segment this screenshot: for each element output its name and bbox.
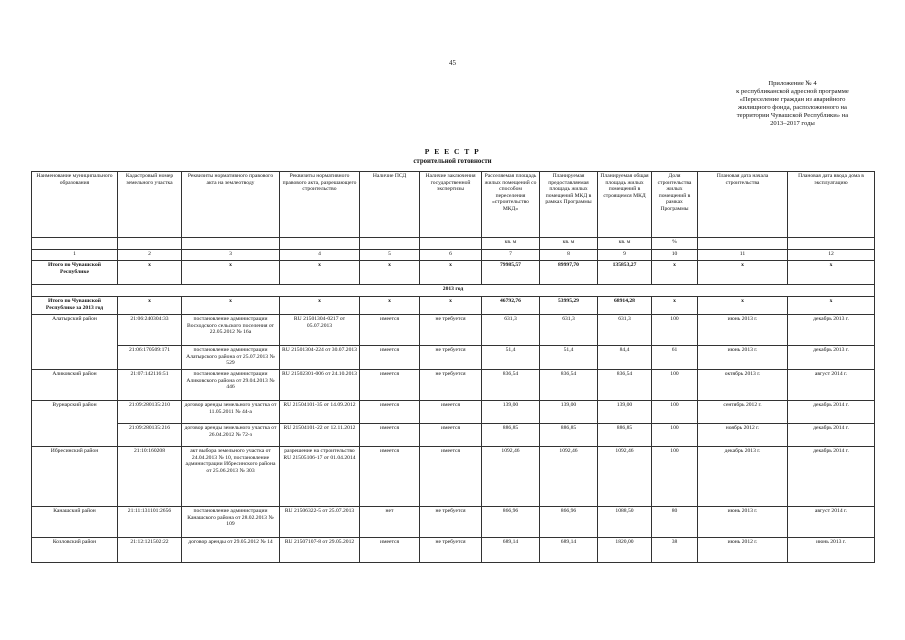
expertise: не требуется <box>420 370 482 401</box>
total-year-cell: x <box>118 297 182 315</box>
column-number: 7 <box>482 250 540 261</box>
permit: RU 21501304-0217 от 05.07.2013 <box>280 315 360 346</box>
finish-date: декабрь 2013 г. <box>788 315 875 346</box>
area-total: 84,4 <box>598 346 652 370</box>
unit-cell: % <box>652 238 698 250</box>
column-header: Доля строительства жилых помещений в рамках Программы <box>652 172 698 238</box>
registry-table <box>31 171 875 563</box>
year-row <box>32 285 875 297</box>
column-number: 3 <box>182 250 280 261</box>
total-year-cell: 53995,29 <box>540 297 598 315</box>
column-number: 4 <box>280 250 360 261</box>
total-cell: x <box>652 261 698 285</box>
share: 80 <box>652 507 698 538</box>
unit-cell <box>32 238 118 250</box>
total-republic-row <box>32 261 875 285</box>
table-row <box>32 315 875 346</box>
expertise: не требуется <box>420 538 482 563</box>
expertise: имеется <box>420 447 482 507</box>
land-act: постановление администрации Аликовского района от 29.04.2013 № 446 <box>182 370 280 401</box>
area-resettled: 631,3 <box>482 315 540 346</box>
unit-cell: кв. м <box>598 238 652 250</box>
appendix-line: Приложение № 4 <box>768 80 817 87</box>
finish-date: декабрь 2014 г. <box>788 424 875 447</box>
unit-cell <box>420 238 482 250</box>
appendix-line: территории Чувашской Республики» на <box>736 112 849 119</box>
total-year-cell: x <box>182 297 280 315</box>
column-number: 9 <box>598 250 652 261</box>
share: 100 <box>652 315 698 346</box>
area-planned: 631,3 <box>540 315 598 346</box>
cadastral-number: 21:06:170509:171 <box>118 346 182 370</box>
area-resettled: 866,96 <box>482 507 540 538</box>
appendix-line: к республиканской адресной программе <box>736 88 849 95</box>
psd: имеется <box>360 370 420 401</box>
expertise: не требуется <box>420 346 482 370</box>
column-header: Наличие заключения государственной экспертизы <box>420 172 482 238</box>
psd: имеется <box>360 447 420 507</box>
total-cell: x <box>698 261 788 285</box>
cadastral-number: 21:09:280135:216 <box>118 424 182 447</box>
table-row <box>32 538 875 563</box>
district-name: Алатырский район <box>32 315 118 370</box>
finish-date: декабрь 2014 г. <box>788 447 875 507</box>
cadastral-number: 21:09:280135:210 <box>118 401 182 424</box>
total-cell: 89997,70 <box>540 261 598 285</box>
total-year-cell: 46792,76 <box>482 297 540 315</box>
finish-date: декабрь 2013 г. <box>788 346 875 370</box>
column-number: 6 <box>420 250 482 261</box>
psd: имеется <box>360 401 420 424</box>
share: 38 <box>652 538 698 563</box>
unit-cell <box>698 238 788 250</box>
area-resettled: 1092,46 <box>482 447 540 507</box>
district-name: Вурнарский район <box>32 401 118 447</box>
document-subtitle: строительной готовности <box>413 158 492 165</box>
area-total: 1088,50 <box>598 507 652 538</box>
start-date: сентябрь 2012 г. <box>698 401 788 424</box>
column-number: 2 <box>118 250 182 261</box>
land-act: договор аренды земельного участка от 11.05.2011 № 44-а <box>182 401 280 424</box>
start-date: июнь 2012 г. <box>698 538 788 563</box>
area-resettled: 689,14 <box>482 538 540 563</box>
table-row <box>32 447 875 507</box>
expertise: имеется <box>420 401 482 424</box>
column-number: 8 <box>540 250 598 261</box>
column-header: Плановая дата ввода дома в эксплуатацию <box>788 172 875 238</box>
column-number: 5 <box>360 250 420 261</box>
table-row <box>32 424 875 447</box>
cadastral-number: 21:11:131101:2656 <box>118 507 182 538</box>
table-row <box>32 507 875 538</box>
share: 100 <box>652 401 698 424</box>
start-date: июнь 2013 г. <box>698 507 788 538</box>
permit: RU 21504101-22 от 12.11.2012 <box>280 424 360 447</box>
total-cell: x <box>360 261 420 285</box>
cadastral-number: 21:12:121502:22 <box>118 538 182 563</box>
expertise: имеется <box>420 424 482 447</box>
area-planned: 139,00 <box>540 401 598 424</box>
total-cell: x <box>420 261 482 285</box>
unit-cell <box>118 238 182 250</box>
area-planned: 51,4 <box>540 346 598 370</box>
unit-cell <box>280 238 360 250</box>
unit-cell: кв. м <box>540 238 598 250</box>
appendix-line: жилищного фонда, расположенного на <box>738 104 847 111</box>
total-year-cell: x <box>788 297 875 315</box>
table-row <box>32 370 875 401</box>
area-total: 1820,00 <box>598 538 652 563</box>
total-year-label: Итого по Чувашской Республике за 2013 год <box>32 297 118 315</box>
area-planned: 866,96 <box>540 507 598 538</box>
psd: имеется <box>360 346 420 370</box>
district-name: Канашский район <box>32 507 118 538</box>
year-label: 2013 год <box>32 285 875 297</box>
table-row <box>32 401 875 424</box>
area-planned: 836,54 <box>540 370 598 401</box>
total-year-cell: x <box>280 297 360 315</box>
district-name: Аликовский район <box>32 370 118 401</box>
area-total: 886,85 <box>598 424 652 447</box>
appendix-line: 2013–2017 годы <box>770 120 815 127</box>
area-total: 631,3 <box>598 315 652 346</box>
share: 100 <box>652 370 698 401</box>
share: 61 <box>652 346 698 370</box>
column-number: 1 <box>32 250 118 261</box>
column-header: Плановая дата начала строительства <box>698 172 788 238</box>
total-cell: x <box>182 261 280 285</box>
land-act: постановление администрации Канашского района от 28.02.2013 № 109 <box>182 507 280 538</box>
start-date: октябрь 2013 г. <box>698 370 788 401</box>
permit: RU 21506322-5 от 25.07.2013 <box>280 507 360 538</box>
column-header: Планируемая предоставляемая площадь жилых помещений МКД в рамках Программы <box>540 172 598 238</box>
permit: RU 21504101-35 от 14.09.2012 <box>280 401 360 424</box>
column-number: 10 <box>652 250 698 261</box>
total-year-cell: 68914,28 <box>598 297 652 315</box>
column-header: Реквизиты нормативного правового акта на землеотводу <box>182 172 280 238</box>
total-year-cell: x <box>652 297 698 315</box>
land-act: постановление администрации Алатырского района от 25.07.2013 № 529 <box>182 346 280 370</box>
permit: RU 21502301-006 от 24.10.2013 <box>280 370 360 401</box>
column-number: 12 <box>788 250 875 261</box>
area-resettled: 836,54 <box>482 370 540 401</box>
finish-date: июнь 2013 г. <box>788 538 875 563</box>
cadastral-number: 21:10:160208 <box>118 447 182 507</box>
permit: RU 21507107-8 от 29.05.2012 <box>280 538 360 563</box>
land-act: договор аренды земельного участка от 26.04.2012 № 72-з <box>182 424 280 447</box>
unit-cell <box>182 238 280 250</box>
land-act: акт выбора земельного участка от 24.04.2013 № 10, постановление администрации Ибресинского района от 25.06.2013 № 303 <box>182 447 280 507</box>
permit: RU 21501304-224 от 30.07.2013 <box>280 346 360 370</box>
unit-cell: кв. м <box>482 238 540 250</box>
finish-date: декабрь 2014 г. <box>788 401 875 424</box>
units-row <box>32 238 875 250</box>
area-resettled: 51,4 <box>482 346 540 370</box>
total-year-cell: x <box>420 297 482 315</box>
column-header: Наличие ПСД <box>360 172 420 238</box>
total-cell: 79985,57 <box>482 261 540 285</box>
column-header: Наименование муниципального образования <box>32 172 118 238</box>
column-header: Реквизиты нормативного правового акта, разрешающего строительство <box>280 172 360 238</box>
column-header: Расселяемая площадь жилых помещений со способом переселения «строительство МКД» <box>482 172 540 238</box>
district-name: Козловский район <box>32 538 118 563</box>
appendix-line: «Переселение граждан из аварийного <box>739 96 846 103</box>
area-resettled: 139,00 <box>482 401 540 424</box>
psd: имеется <box>360 315 420 346</box>
start-date: ноябрь 2012 г. <box>698 424 788 447</box>
area-total: 836,54 <box>598 370 652 401</box>
start-date: июнь 2013 г. <box>698 346 788 370</box>
area-planned: 1092,46 <box>540 447 598 507</box>
column-header: Кадастровый номер земельного участка <box>118 172 182 238</box>
cadastral-number: 21:07:142116:51 <box>118 370 182 401</box>
cadastral-number: 21:06:240304:33 <box>118 315 182 346</box>
total-label: Итого по Чувашской Республике <box>32 261 118 285</box>
finish-date: август 2014 г. <box>788 507 875 538</box>
total-cell: x <box>118 261 182 285</box>
expertise: не требуется <box>420 507 482 538</box>
column-header: Планируемая общая площадь жилых помещений в строящемся МКД <box>598 172 652 238</box>
expertise: не требуется <box>420 315 482 346</box>
area-total: 139,00 <box>598 401 652 424</box>
unit-cell <box>360 238 420 250</box>
table-row <box>32 346 875 370</box>
finish-date: август 2014 г. <box>788 370 875 401</box>
psd: имеется <box>360 424 420 447</box>
area-planned: 689,14 <box>540 538 598 563</box>
total-year-row <box>32 297 875 315</box>
share: 100 <box>652 447 698 507</box>
table-header-row <box>32 172 875 238</box>
land-act: постановление администрации Восходского сельского поселения от 22.05.2012 № 16а <box>182 315 280 346</box>
land-act: договор аренды от 29.05.2012 № 14 <box>182 538 280 563</box>
area-planned: 886,85 <box>540 424 598 447</box>
column-number: 11 <box>698 250 788 261</box>
unit-cell <box>788 238 875 250</box>
district-name: Ибресинский район <box>32 447 118 507</box>
psd: имеется <box>360 538 420 563</box>
total-year-cell: x <box>698 297 788 315</box>
column-number-row <box>32 250 875 261</box>
share: 100 <box>652 424 698 447</box>
page-number: 45 <box>449 59 456 67</box>
total-cell: 135853,27 <box>598 261 652 285</box>
total-year-cell: x <box>360 297 420 315</box>
area-total: 1092,46 <box>598 447 652 507</box>
permit: разрешение на строительство RU 21505106-17 от 01.04.2014 <box>280 447 360 507</box>
psd: нет <box>360 507 420 538</box>
document-title: Р Е Е С Т Р <box>424 147 481 156</box>
start-date: июнь 2013 г. <box>698 315 788 346</box>
appendix-note <box>690 80 895 128</box>
area-resettled: 886,85 <box>482 424 540 447</box>
total-cell: x <box>280 261 360 285</box>
start-date: декабрь 2013 г. <box>698 447 788 507</box>
total-cell: x <box>788 261 875 285</box>
